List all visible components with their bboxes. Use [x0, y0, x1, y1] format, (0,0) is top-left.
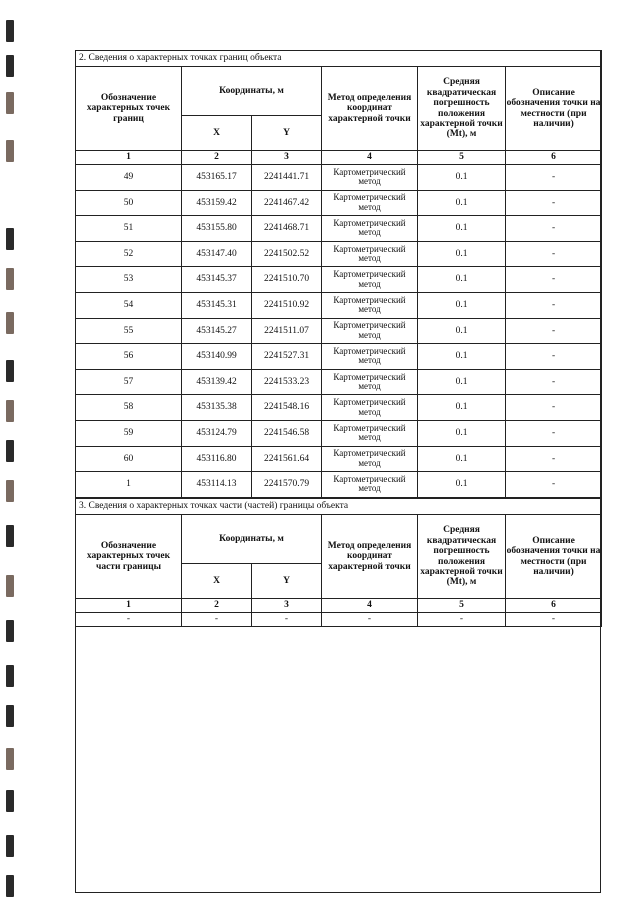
error-cell: 0.1: [418, 369, 506, 395]
column-number: 1: [76, 599, 182, 613]
error-cell: 0.1: [418, 267, 506, 293]
x-cell: 453145.27: [182, 318, 252, 344]
table-row: [76, 165, 602, 191]
x-cell: 453139.42: [182, 369, 252, 395]
point-id-cell: 56: [76, 344, 182, 370]
description-cell: -: [506, 446, 602, 472]
description-cell: -: [506, 613, 602, 627]
column-number: 6: [506, 599, 602, 613]
error-cell: 0.1: [418, 318, 506, 344]
description-cell: -: [506, 369, 602, 395]
x-cell: 453145.31: [182, 292, 252, 318]
header-y: Y: [252, 564, 322, 599]
binder-hole: [6, 92, 14, 114]
table-row: [76, 292, 602, 318]
point-id-cell: 58: [76, 395, 182, 421]
column-number: 5: [418, 599, 506, 613]
y-cell: 2241441.71: [252, 165, 322, 191]
point-id-cell: 52: [76, 241, 182, 267]
x-cell: 453145.37: [182, 267, 252, 293]
error-cell: 0.1: [418, 420, 506, 446]
header-method: Метод определения координат характерной точки: [322, 515, 418, 599]
table-row: [76, 318, 602, 344]
point-id-cell: 50: [76, 190, 182, 216]
description-cell: -: [506, 395, 602, 421]
description-cell: -: [506, 472, 602, 498]
binder-hole: [6, 575, 14, 597]
table-row: [76, 472, 602, 498]
binder-hole: [6, 140, 14, 162]
table-row: [76, 613, 602, 627]
binder-hole: [6, 228, 14, 250]
x-cell: 453140.99: [182, 344, 252, 370]
column-number: 3: [252, 599, 322, 613]
y-cell: 2241468.71: [252, 216, 322, 242]
description-cell: -: [506, 190, 602, 216]
y-cell: 2241548.16: [252, 395, 322, 421]
header-x: X: [182, 116, 252, 151]
y-cell: 2241510.92: [252, 292, 322, 318]
x-cell: 453135.38: [182, 395, 252, 421]
binder-holes: [0, 0, 22, 905]
column-number: 4: [322, 599, 418, 613]
x-cell: 453165.17: [182, 165, 252, 191]
point-id-cell: 57: [76, 369, 182, 395]
x-cell: 453124.79: [182, 420, 252, 446]
point-id-cell: 55: [76, 318, 182, 344]
method-cell: Картометрический метод: [322, 318, 418, 344]
header-designation: Обозначение характерных точек границ: [76, 67, 182, 151]
method-cell: Картометрический метод: [322, 241, 418, 267]
point-id-cell: 1: [76, 472, 182, 498]
point-id-cell: 51: [76, 216, 182, 242]
table-row: [76, 369, 602, 395]
header-error: Средняя квадратическая погрешность положения характерной точки (Mt), м: [418, 67, 506, 151]
column-number: 2: [182, 151, 252, 165]
method-cell: Картометрический метод: [322, 216, 418, 242]
point-id-cell: 54: [76, 292, 182, 318]
point-id-cell: 49: [76, 165, 182, 191]
x-cell: -: [182, 613, 252, 627]
description-cell: -: [506, 241, 602, 267]
description-cell: -: [506, 165, 602, 191]
description-cell: -: [506, 292, 602, 318]
section2-title: 2. Сведения о характерных точках границ объекта: [76, 51, 602, 67]
error-cell: 0.1: [418, 292, 506, 318]
binder-hole: [6, 525, 14, 547]
method-cell: Картометрический метод: [322, 344, 418, 370]
binder-hole: [6, 620, 14, 642]
y-cell: 2241527.31: [252, 344, 322, 370]
error-cell: 0.1: [418, 395, 506, 421]
x-cell: 453155.80: [182, 216, 252, 242]
table-row: [76, 395, 602, 421]
method-cell: Картометрический метод: [322, 165, 418, 191]
binder-hole: [6, 835, 14, 857]
binder-hole: [6, 400, 14, 422]
column-number: 3: [252, 151, 322, 165]
y-cell: -: [252, 613, 322, 627]
description-cell: -: [506, 216, 602, 242]
description-cell: -: [506, 344, 602, 370]
point-id-cell: 60: [76, 446, 182, 472]
y-cell: 2241533.23: [252, 369, 322, 395]
x-cell: 453116.80: [182, 446, 252, 472]
y-cell: 2241570.79: [252, 472, 322, 498]
error-cell: 0.1: [418, 216, 506, 242]
error-cell: -: [418, 613, 506, 627]
table-row: [76, 190, 602, 216]
section2-table: [75, 50, 602, 498]
x-cell: 453147.40: [182, 241, 252, 267]
method-cell: Картометрический метод: [322, 395, 418, 421]
method-cell: Картометрический метод: [322, 446, 418, 472]
header-error: Средняя квадратическая погрешность положения характерной точки (Mt), м: [418, 515, 506, 599]
y-cell: 2241561.64: [252, 446, 322, 472]
header-x: X: [182, 564, 252, 599]
column-number: 2: [182, 599, 252, 613]
y-cell: 2241546.58: [252, 420, 322, 446]
table-row: [76, 446, 602, 472]
method-cell: Картометрический метод: [322, 472, 418, 498]
binder-hole: [6, 20, 14, 42]
header-method: Метод определения координат характерной точки: [322, 67, 418, 151]
y-cell: 2241511.07: [252, 318, 322, 344]
header-y: Y: [252, 116, 322, 151]
binder-hole: [6, 665, 14, 687]
point-id-cell: 53: [76, 267, 182, 293]
header-coords: Координаты, м: [182, 515, 322, 564]
section3-title: 3. Сведения о характерных точках части (частей) границы объекта: [76, 499, 602, 515]
binder-hole: [6, 268, 14, 290]
header-description: Описание обозначения точки на местности (при наличии): [506, 515, 602, 599]
binder-hole: [6, 312, 14, 334]
method-cell: -: [322, 613, 418, 627]
x-cell: 453114.13: [182, 472, 252, 498]
error-cell: 0.1: [418, 165, 506, 191]
column-number: 5: [418, 151, 506, 165]
method-cell: Картометрический метод: [322, 420, 418, 446]
binder-hole: [6, 705, 14, 727]
y-cell: 2241510.70: [252, 267, 322, 293]
binder-hole: [6, 440, 14, 462]
column-number: 1: [76, 151, 182, 165]
table-row: [76, 241, 602, 267]
binder-hole: [6, 748, 14, 770]
x-cell: 453159.42: [182, 190, 252, 216]
section3-table: [75, 498, 602, 627]
error-cell: 0.1: [418, 190, 506, 216]
table-row: [76, 267, 602, 293]
point-id-cell: 59: [76, 420, 182, 446]
y-cell: 2241502.52: [252, 241, 322, 267]
y-cell: 2241467.42: [252, 190, 322, 216]
binder-hole: [6, 360, 14, 382]
binder-hole: [6, 790, 14, 812]
method-cell: Картометрический метод: [322, 292, 418, 318]
description-cell: -: [506, 420, 602, 446]
binder-hole: [6, 480, 14, 502]
method-cell: Картометрический метод: [322, 267, 418, 293]
column-number: 4: [322, 151, 418, 165]
header-description: Описание обозначения точки на местности (при наличии): [506, 67, 602, 151]
error-cell: 0.1: [418, 446, 506, 472]
table-row: [76, 420, 602, 446]
method-cell: Картометрический метод: [322, 190, 418, 216]
header-designation: Обозначение характерных точек части границы: [76, 515, 182, 599]
header-coords: Координаты, м: [182, 67, 322, 116]
binder-hole: [6, 55, 14, 77]
table-row: [76, 344, 602, 370]
error-cell: 0.1: [418, 241, 506, 267]
description-cell: -: [506, 267, 602, 293]
table-row: [76, 216, 602, 242]
error-cell: 0.1: [418, 472, 506, 498]
point-id-cell: -: [76, 613, 182, 627]
column-number: 6: [506, 151, 602, 165]
error-cell: 0.1: [418, 344, 506, 370]
method-cell: Картометрический метод: [322, 369, 418, 395]
binder-hole: [6, 875, 14, 897]
description-cell: -: [506, 318, 602, 344]
